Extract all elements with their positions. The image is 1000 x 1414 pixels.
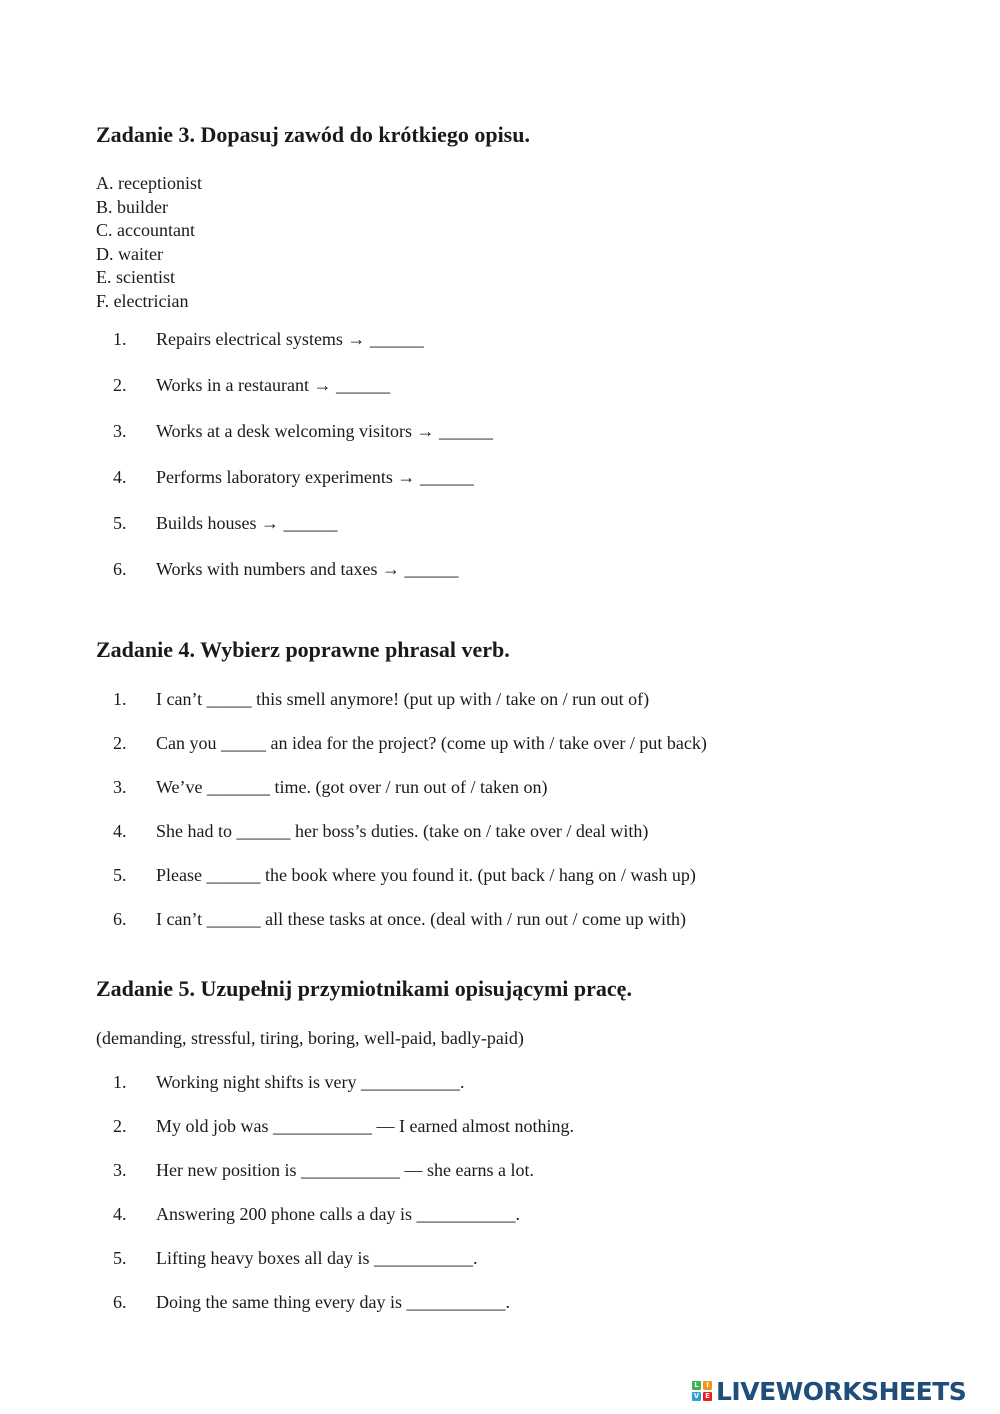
item-text: We’ve _______ time. (got over / run out of / taken on) bbox=[156, 777, 548, 797]
item-text: Can you _____ an idea for the project? (come up with / take over / put back) bbox=[156, 733, 707, 753]
item-number: 1. bbox=[113, 328, 127, 349]
item-text: My old job was ___________ — I earned almost nothing. bbox=[156, 1116, 574, 1136]
task5-item bbox=[96, 1159, 956, 1181]
mark-tile: E bbox=[703, 1392, 712, 1401]
item-number: 5. bbox=[113, 512, 127, 533]
option-b: B. builder bbox=[96, 196, 168, 217]
item-number: 1. bbox=[113, 1072, 127, 1092]
item-text: Works at a desk welcoming visitors → ______ bbox=[156, 420, 494, 441]
item-number: 2. bbox=[113, 1116, 127, 1136]
item-number: 6. bbox=[113, 909, 127, 929]
liveworksheets-logo[interactable] bbox=[692, 1376, 966, 1406]
task3-item bbox=[96, 512, 956, 534]
item-text: Answering 200 phone calls a day is ___________. bbox=[156, 1204, 520, 1224]
item-text: I can’t ______ all these tasks at once. (deal with / run out / come up with) bbox=[156, 909, 687, 929]
item-number: 6. bbox=[113, 1292, 127, 1312]
liveworksheets-mark-icon bbox=[692, 1381, 712, 1401]
mark-tile: I bbox=[703, 1381, 712, 1390]
task4-item bbox=[96, 688, 956, 710]
task3-item bbox=[96, 374, 956, 396]
item-text: She had to ______ her boss’s duties. (take on / take over / deal with) bbox=[156, 821, 649, 841]
item-number: 5. bbox=[113, 865, 127, 885]
item-number: 4. bbox=[113, 1204, 127, 1224]
task5-item bbox=[96, 1291, 956, 1313]
task4-item bbox=[96, 776, 956, 798]
item-number: 6. bbox=[113, 558, 127, 579]
option-c: C. accountant bbox=[96, 220, 195, 241]
item-text: I can’t _____ this smell anymore! (put up with / take on / run out of) bbox=[156, 689, 650, 709]
task5-items bbox=[96, 1071, 956, 1313]
task4-section bbox=[96, 637, 956, 930]
task3-options-list bbox=[96, 172, 956, 314]
item-number: 2. bbox=[113, 733, 127, 753]
task4-item bbox=[96, 820, 956, 842]
item-text: Lifting heavy boxes all day is ___________. bbox=[156, 1248, 478, 1268]
task4-heading: Zadanie 4. Wybierz poprawne phrasal verb. bbox=[96, 637, 510, 662]
option-d: D. waiter bbox=[96, 243, 163, 264]
item-text: Her new position is ___________ — she earns a lot. bbox=[156, 1160, 534, 1180]
task3-item bbox=[96, 558, 956, 580]
task4-item bbox=[96, 908, 956, 930]
task3-items bbox=[96, 328, 956, 580]
item-text: Builds houses → ______ bbox=[156, 512, 338, 533]
task4-item bbox=[96, 732, 956, 754]
task5-section bbox=[96, 976, 956, 1313]
mark-tile: V bbox=[693, 1392, 700, 1400]
item-number: 2. bbox=[113, 374, 127, 395]
task3-section bbox=[96, 122, 956, 580]
task3-item bbox=[96, 420, 956, 442]
option-e: E. scientist bbox=[96, 267, 175, 288]
task5-item bbox=[96, 1115, 956, 1137]
task5-item bbox=[96, 1247, 956, 1269]
task5-item bbox=[96, 1203, 956, 1225]
liveworksheets-brand-text: LIVEWORKSHEETS bbox=[716, 1376, 967, 1406]
item-number: 1. bbox=[113, 689, 127, 709]
item-number: 3. bbox=[113, 420, 127, 441]
task4-item bbox=[96, 864, 956, 886]
task5-item bbox=[96, 1071, 956, 1093]
item-text: Please ______ the book where you found it. (put back / hang on / wash up) bbox=[156, 865, 696, 885]
item-number: 4. bbox=[113, 821, 127, 841]
item-number: 3. bbox=[113, 1160, 127, 1180]
task5-heading: Zadanie 5. Uzupełnij przymiotnikami opisującymi pracę. bbox=[96, 976, 632, 1001]
item-text: Performs laboratory experiments → ______ bbox=[156, 466, 474, 487]
item-text: Doing the same thing every day is ___________. bbox=[156, 1292, 510, 1312]
item-text: Working night shifts is very ___________. bbox=[156, 1072, 465, 1092]
item-number: 5. bbox=[113, 1248, 127, 1268]
task5-word-bank: (demanding, stressful, tiring, boring, well-paid, badly-paid) bbox=[96, 1028, 524, 1048]
option-a: A. receptionist bbox=[96, 173, 202, 193]
option-f: F. electrician bbox=[96, 290, 189, 311]
item-text: Repairs electrical systems → ______ bbox=[156, 328, 424, 349]
task3-heading: Zadanie 3. Dopasuj zawód do krótkiego opisu. bbox=[96, 122, 530, 147]
task3-item bbox=[96, 466, 956, 488]
task4-items bbox=[96, 688, 956, 930]
item-number: 4. bbox=[113, 466, 127, 487]
task3-item bbox=[96, 328, 956, 350]
item-number: 3. bbox=[113, 777, 127, 797]
item-text: Works in a restaurant → ______ bbox=[156, 374, 390, 395]
item-text: Works with numbers and taxes → ______ bbox=[156, 558, 459, 579]
mark-tile: L bbox=[692, 1381, 701, 1390]
